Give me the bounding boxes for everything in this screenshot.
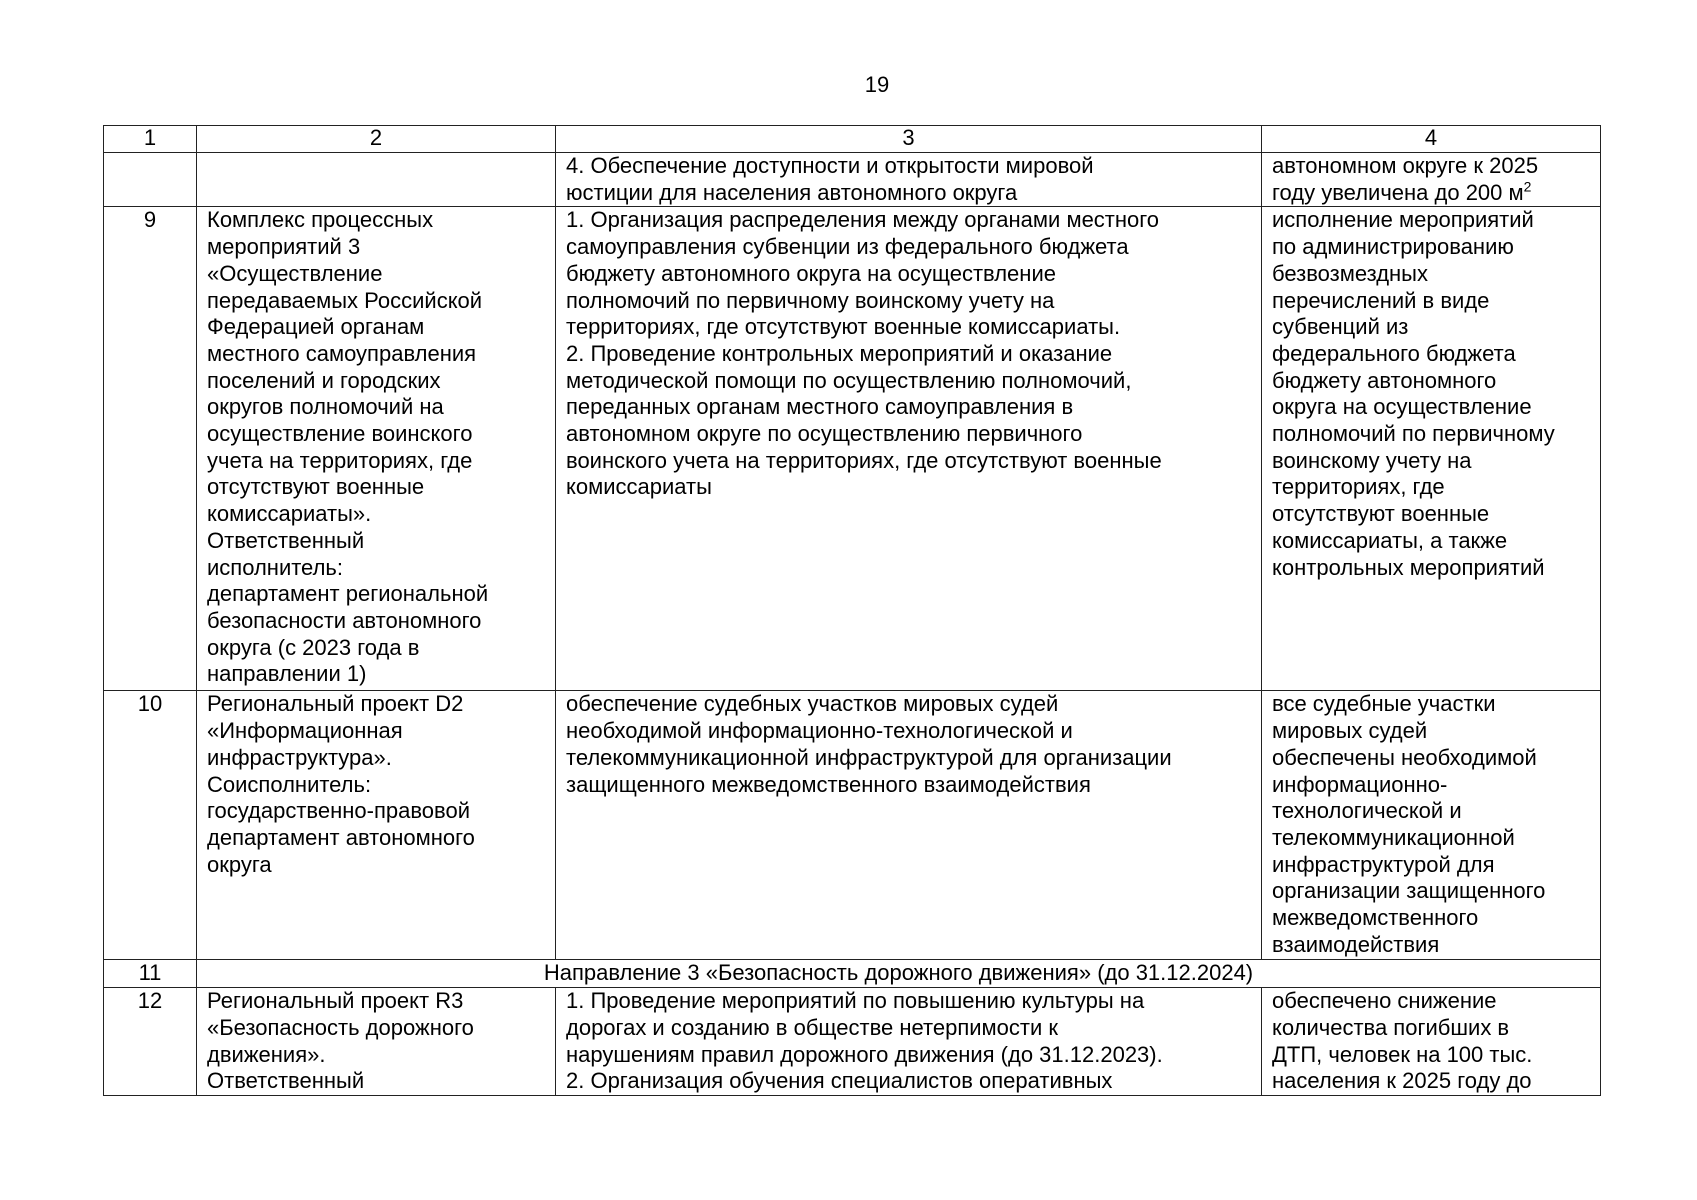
row-result-cell: обеспечено снижение количества погибших в ДТП, человек на 100 тыс. населения к 2025 году до — [1262, 988, 1601, 1096]
row-measures-cell: обеспечение судебных участков мировых судей необходимой информационно-технологической и телекоммуникационной инфраструктурой для организации защищенного межведомственного взаимодействия — [556, 691, 1262, 960]
column-header-1: 1 — [104, 126, 197, 153]
table-row — [104, 691, 1601, 960]
row-project-cell: Региональный проект D2 «Информационная инфраструктура». Соисполнитель: государственно-правовой департамент автономного округа — [197, 691, 556, 960]
table-row — [104, 153, 1601, 207]
column-header-2: 2 — [197, 126, 556, 153]
table-row — [104, 988, 1601, 1096]
column-header-3: 3 — [556, 126, 1262, 153]
table-row — [104, 207, 1601, 691]
row-number — [104, 153, 197, 207]
row-result-cell: исполнение мероприятий по администрированию безвозмездных перечислений в виде субвенций из федерального бюджета бюджету автономного округа на осуществление полномочий по первичному воинскому учету на территориях, где отсутствуют военные комиссариаты, а также контрольных мероприятий — [1262, 207, 1601, 691]
row-result-cell: все судебные участки мировых судей обеспечены необходимой информационно- технологической и телекоммуникационной инфраструктурой для организации защищенного межведомственного взаимодействия — [1262, 691, 1601, 960]
section-title: Направление 3 «Безопасность дорожного движения» (до 31.12.2024) — [197, 960, 1601, 988]
column-header-4: 4 — [1262, 126, 1601, 153]
row-project-cell: Региональный проект R3 «Безопасность дорожного движения». Ответственный — [197, 988, 556, 1096]
row-project-cell — [197, 153, 556, 207]
row-measures-cell: 1. Организация распределения между органами местного самоуправления субвенции из федерального бюджета бюджету автономного округа на осуществление полномочий по первичному воинскому учету на территориях, где отсутствуют военные комиссариаты. 2. Проведение контрольных мероприятий и оказание методической помощи по осуществлению полномочий, переданных органам местного самоуправления в автономном округе по осуществлению первичного воинского учета на территориях, где отсутствуют военные комиссариаты — [556, 207, 1262, 691]
row-number: 10 — [104, 691, 197, 960]
page-number: 19 — [864, 72, 890, 97]
row-project-cell: Комплекс процессных мероприятий 3 «Осуществление передаваемых Российской Федерацией органам местного самоуправления поселений и городских округов полномочий на осуществление воинского учета на территориях, где отсутствуют военные комиссариаты». Ответственный исполнитель: департамент региональной безопасности автономного округа (с 2023 года в направлении 1) — [197, 207, 556, 691]
section-row — [104, 960, 1601, 988]
table-header-row — [104, 126, 1601, 153]
row-number: 12 — [104, 988, 197, 1096]
row-measures-cell: 4. Обеспечение доступности и открытости мировой юстиции для населения автономного округа — [556, 153, 1262, 207]
superscript: 2 — [1523, 178, 1532, 195]
document-table — [103, 125, 1601, 1096]
row-number: 11 — [104, 960, 197, 988]
row-result-cell: автономном округе к 2025 году увеличена до 200 $м^2$ — [1262, 153, 1601, 207]
row-measures-cell: 1. Проведение мероприятий по повышению культуры на дорогах и созданию в обществе нетерпимости к нарушениям правил дорожного движения (до 31.12.2023). 2. Организация обучения специалистов оперативных — [556, 988, 1262, 1096]
row-number: 9 — [104, 207, 197, 691]
